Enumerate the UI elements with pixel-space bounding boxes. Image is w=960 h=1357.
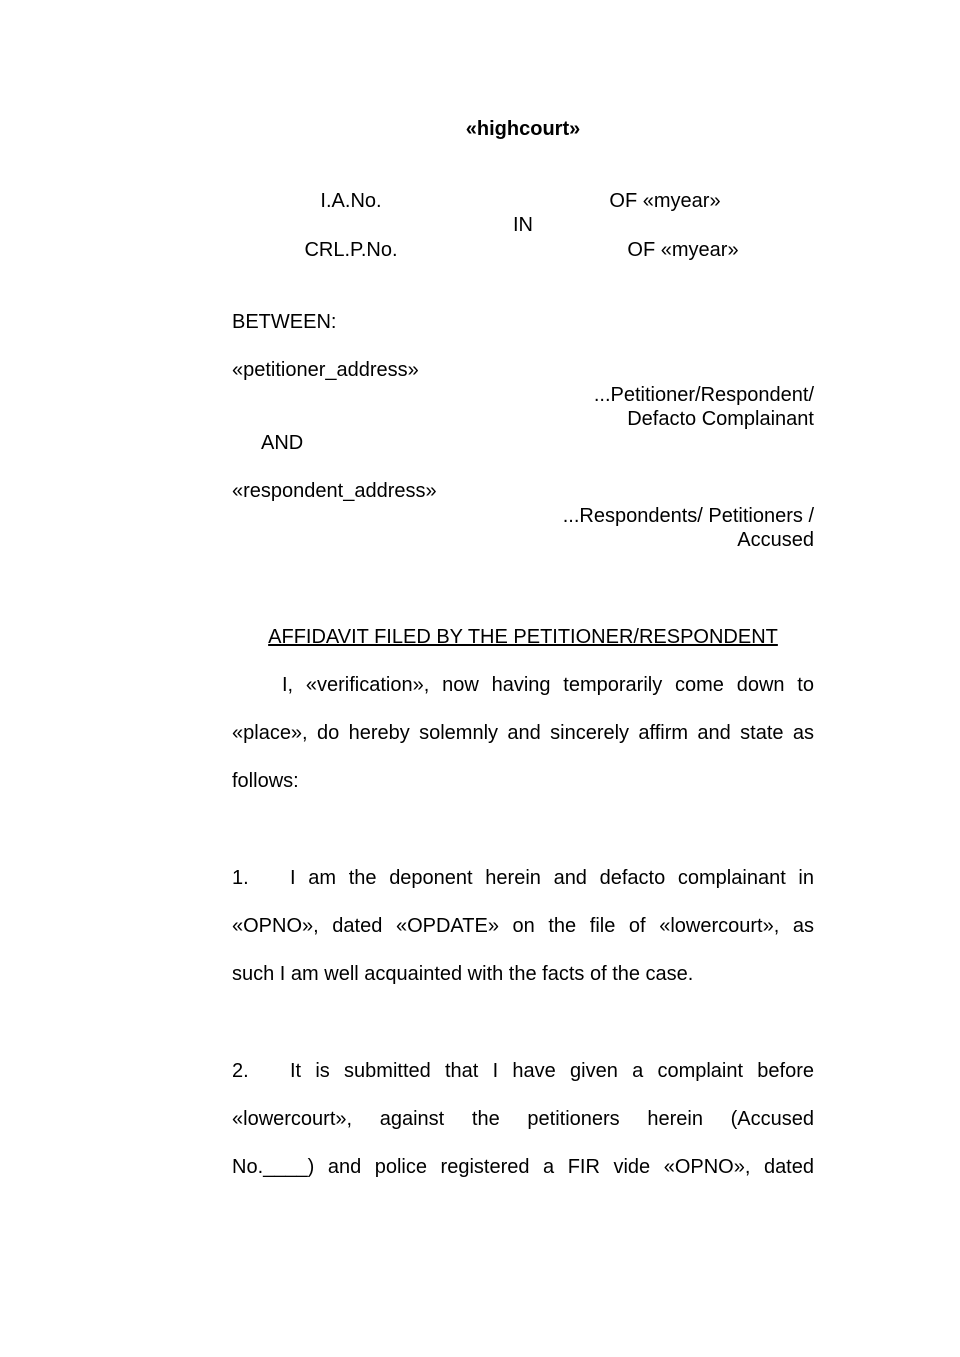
ia-year: OF «myear» — [609, 190, 721, 212]
and-label: AND — [261, 432, 304, 454]
paragraph-1-line-1: I am the deponent herein and defacto complainant in — [290, 867, 814, 889]
affidavit-title: AFFIDAVIT FILED BY THE PETITIONER/RESPONDENT — [268, 626, 778, 648]
respondent-role-line2: Accused — [737, 529, 814, 551]
paragraph-1-line-3: such I am well acquainted with the facts of the case. — [232, 963, 694, 985]
intro-line-3: follows: — [232, 770, 299, 792]
court-title: «highcourt» — [465, 118, 581, 140]
petitioner-role-line1: ...Petitioner/Respondent/ — [593, 384, 814, 406]
petitioner-role-line2: Defacto Complainant — [627, 408, 814, 430]
paragraph-1-line-2: «OPNO», dated «OPDATE» on the file of «lowercourt», as — [232, 915, 814, 937]
ia-number-label: I.A.No. — [320, 190, 382, 212]
paragraph-1 — [232, 854, 814, 998]
between-label: BETWEEN: — [232, 311, 337, 333]
respondent-role-line1: ...Respondents/ Petitioners / — [562, 505, 814, 527]
paragraph-2 — [232, 1047, 814, 1191]
paragraph-2-number: 2. — [232, 1060, 249, 1082]
paragraph-2-line-1: It is submitted that I have given a complaint before — [290, 1060, 814, 1082]
intro-line-1: I, «verification», now having temporarily come down to — [282, 674, 814, 696]
crlp-number-label: CRL.P.No. — [304, 239, 398, 261]
petitioner-address: «petitioner_address» — [232, 359, 419, 381]
intro-paragraph — [232, 661, 814, 805]
in-label: IN — [513, 214, 533, 236]
paragraph-2-line-3: No.____) and police registered a FIR vide «OPNO», dated — [232, 1156, 814, 1178]
crlp-year: OF «myear» — [627, 239, 739, 261]
paragraph-1-number: 1. — [232, 867, 249, 889]
respondent-address: «respondent_address» — [232, 480, 437, 502]
intro-line-2: «place», do hereby solemnly and sincerely affirm and state as — [232, 722, 814, 744]
paragraph-2-line-2: «lowercourt», against the petitioners herein (Accused — [232, 1108, 814, 1130]
